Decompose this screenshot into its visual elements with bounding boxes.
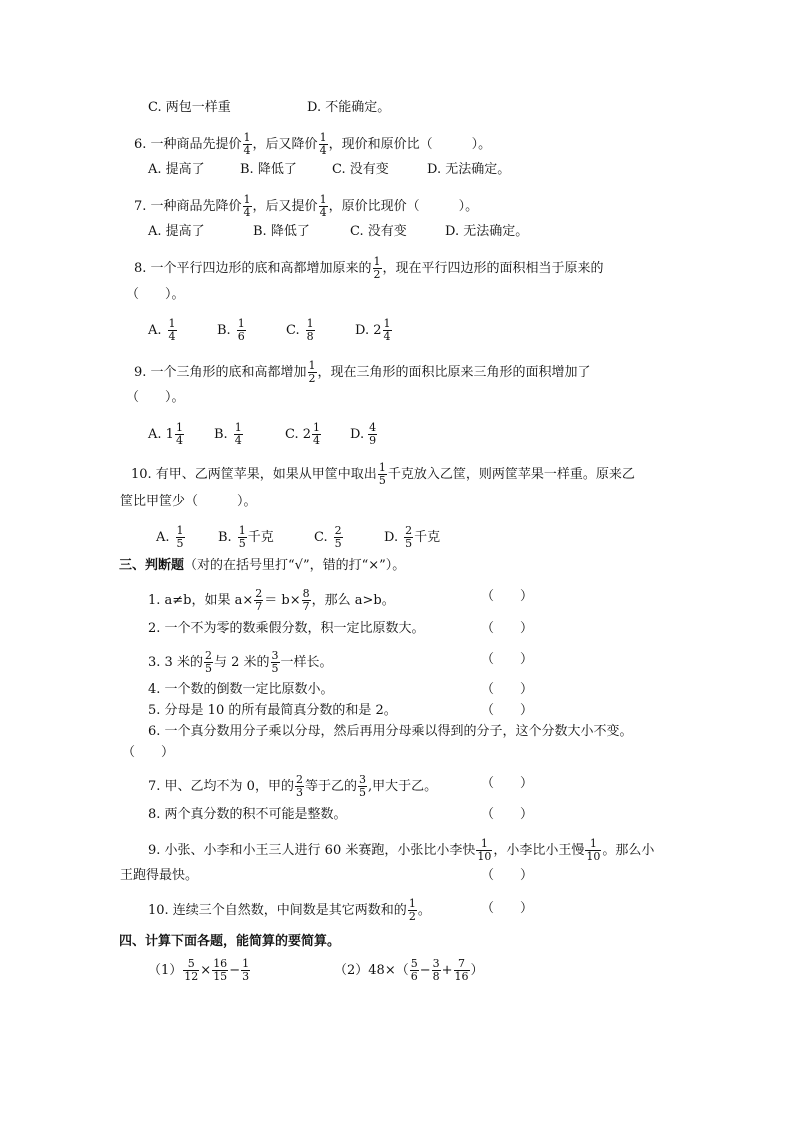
denominator: 7 (302, 600, 310, 613)
text-segment: C. (286, 323, 300, 338)
q9-answer-paren: （ ）。 (126, 390, 185, 405)
fraction (295, 774, 304, 799)
denominator: 7 (255, 600, 263, 613)
denominator: 5 (378, 474, 386, 487)
question-6 (134, 132, 491, 157)
text-segment: D. (350, 427, 365, 442)
numerator: 1 (237, 317, 245, 330)
q8-option-b (217, 318, 247, 343)
numerator: 2 (405, 524, 413, 537)
numerator: 1 (243, 131, 251, 144)
judge-5-answer[interactable]: （ ） (481, 703, 534, 718)
fraction (176, 525, 185, 550)
numerator: 1 (408, 897, 416, 910)
fraction (454, 958, 470, 983)
fraction (237, 318, 246, 343)
numerator: 2 (334, 524, 342, 537)
text-segment: C. (314, 530, 328, 545)
denominator: 8 (432, 970, 440, 983)
denominator: 5 (176, 537, 184, 550)
q8-option-d (355, 318, 393, 343)
judge-10-answer[interactable]: （ ） (481, 901, 534, 916)
fraction (271, 650, 280, 675)
text-segment: 。那么小 (602, 843, 655, 858)
q8-text-1: 8. 一个平行四边形的底和高都增加原来的 (134, 261, 372, 276)
fraction (241, 958, 250, 983)
denominator: 4 (168, 330, 176, 343)
q8-text-2: ，现在平行四边形的面积相当于原来的 (382, 261, 604, 276)
question-8 (134, 256, 604, 281)
numerator: 1 (243, 193, 251, 206)
numerator: 1 (238, 524, 246, 537)
denominator: 2 (408, 910, 416, 923)
fraction (334, 525, 343, 550)
q7-text-2: ，后又提价 (252, 199, 318, 214)
denominator: 2 (373, 268, 381, 281)
calc-2 (334, 958, 484, 983)
q9-option-d (350, 422, 378, 447)
numerator: 1 (242, 957, 250, 970)
fraction (408, 898, 417, 923)
calc-1 (148, 958, 251, 983)
q7-option-c: C. 没有变 (350, 224, 407, 239)
denominator: 4 (383, 330, 391, 343)
numerator: 1 (480, 837, 488, 850)
text-segment: A. (156, 530, 170, 545)
fraction (183, 958, 199, 983)
text-segment: 9. 小张、小李和小王三人进行 60 米赛跑，小张比小李快 (148, 843, 476, 858)
q7-text-3: ，原价比现价（ ）。 (328, 199, 479, 214)
judge-2-answer[interactable]: （ ） (481, 621, 534, 636)
fraction (312, 422, 321, 447)
text-segment: 3. 3 米的 (148, 655, 203, 670)
text-segment: 1. a≠b，如果 a× (148, 593, 254, 608)
judge-8-answer[interactable]: （ ） (481, 807, 534, 822)
text-segment: ，小李比小王慢 (493, 843, 585, 858)
q7-option-b: B. 降低了 (253, 224, 310, 239)
denominator: 4 (234, 434, 242, 447)
numerator: 1 (319, 131, 327, 144)
fraction (585, 838, 601, 863)
q6-option-c: C. 没有变 (332, 162, 389, 177)
denominator: 9 (369, 434, 377, 447)
fraction (243, 194, 252, 219)
q6-option-a: A. 提高了 (148, 162, 205, 177)
denominator: 5 (405, 537, 413, 550)
q6-text-3: ，现价和原价比（ ）。 (328, 137, 492, 152)
judge-7 (148, 774, 437, 799)
fraction (368, 422, 377, 447)
numerator: 1 (308, 359, 316, 372)
fraction (358, 774, 367, 799)
text-segment: （1） (148, 963, 183, 978)
numerator: 3 (271, 649, 279, 662)
judge-4-answer[interactable]: （ ） (481, 682, 534, 697)
fraction (175, 422, 184, 447)
fraction (410, 958, 419, 983)
fraction (432, 958, 441, 983)
q6-option-d: D. 无法确定。 (427, 162, 511, 177)
text-segment: ，那么 a>b。 (311, 593, 395, 608)
judge-9 (148, 838, 654, 863)
judge-8: 8. 两个真分数的积不可能是整数。 (148, 807, 347, 822)
q10-continuation: 筐比甲筐少（ ）。 (120, 494, 257, 509)
denominator: 3 (242, 970, 250, 983)
numerator: 3 (358, 773, 366, 786)
judge-7-answer[interactable]: （ ） (481, 776, 534, 791)
fraction (204, 650, 213, 675)
q6-text-1: 6. 一种商品先提价 (134, 137, 242, 152)
option-c: C. 两包一样重 (148, 100, 231, 115)
q8-option-a (148, 318, 178, 343)
text-segment: 等于乙的 (304, 779, 357, 794)
q9-text-1: 9. 一个三角形的底和高都增加 (134, 365, 307, 380)
judge-9-answer[interactable]: （ ） (481, 868, 534, 883)
judge-5: 5. 分母是 10 的所有最简真分数的和是 2。 (148, 703, 397, 718)
denominator: 2 (308, 372, 316, 385)
denominator: 10 (586, 850, 601, 863)
q6-text-2: ，后又降价 (252, 137, 318, 152)
q10-text-2: 千克放入乙筐，则两筐苹果一样重。原来乙 (387, 467, 635, 482)
numerator: 2 (255, 587, 263, 600)
judge-1 (148, 588, 395, 613)
numerator: 7 (458, 957, 466, 970)
text-segment: − (229, 963, 241, 978)
fraction (319, 194, 328, 219)
section-3-note: （对的在括号里打“√”，错的打“×”）。 (184, 558, 406, 573)
fraction (319, 132, 328, 157)
numerator: 1 (306, 317, 314, 330)
numerator: 1 (175, 421, 183, 434)
denominator: 10 (477, 850, 492, 863)
text-segment: B. (214, 427, 228, 442)
numerator: 4 (369, 421, 377, 434)
text-segment: 千克 (414, 530, 441, 545)
text-segment: A. 1 (148, 427, 174, 442)
q8-option-c (286, 318, 316, 343)
question-9 (134, 360, 591, 385)
q9-option-b (214, 422, 244, 447)
option-d: D. 不能确定。 (307, 100, 391, 115)
denominator: 4 (319, 206, 327, 219)
q7-option-d: D. 无法确定。 (445, 224, 529, 239)
fraction (383, 318, 392, 343)
numerator: 1 (319, 193, 327, 206)
q10-option-a (156, 525, 186, 550)
text-segment: D. 2 (355, 323, 382, 338)
text-segment: × (200, 963, 212, 978)
numerator: 1 (383, 317, 391, 330)
judge-3 (148, 650, 333, 675)
numerator: 2 (204, 649, 212, 662)
fraction (243, 132, 252, 157)
text-segment: 。 (417, 903, 431, 918)
denominator: 12 (184, 970, 199, 983)
fraction (238, 525, 247, 550)
text-segment: C. 2 (285, 427, 312, 442)
judge-10 (148, 898, 431, 923)
numerator: 8 (302, 587, 310, 600)
fraction (168, 318, 177, 343)
numerator: 2 (295, 773, 303, 786)
numerator: 1 (234, 421, 242, 434)
numerator: 16 (213, 957, 228, 970)
denominator: 4 (243, 206, 251, 219)
section-4-title: 四、计算下面各题，能简算的要简算。 (119, 934, 341, 949)
numerator: 1 (589, 837, 597, 850)
numerator: 3 (432, 957, 440, 970)
numerator: 1 (378, 461, 386, 474)
fraction (404, 525, 413, 550)
fraction (302, 588, 311, 613)
numerator: 1 (176, 524, 184, 537)
judge-9-continuation: 王跑得最快。 (120, 868, 199, 883)
q10-option-b (218, 525, 274, 550)
section-3-title: 三、判断题 (119, 558, 185, 573)
numerator: 1 (168, 317, 176, 330)
numerator: 5 (187, 957, 195, 970)
numerator: 1 (313, 421, 321, 434)
q9-text-2: ，现在三角形的面积比原来三角形的面积增加了 (317, 365, 591, 380)
fraction (212, 958, 228, 983)
text-segment: 10. 连续三个自然数，中间数是其它两数和的 (148, 903, 407, 918)
section-3-heading (119, 558, 405, 574)
text-segment: + (441, 963, 453, 978)
denominator: 5 (271, 662, 279, 675)
judge-1-answer[interactable]: （ ） (481, 589, 534, 604)
text-segment: − (419, 963, 431, 978)
q10-option-c (314, 525, 344, 550)
denominator: 4 (175, 434, 183, 447)
text-segment: 一样长。 (280, 655, 333, 670)
text-segment: A. (148, 323, 162, 338)
fraction (254, 588, 263, 613)
text-segment: B. (217, 323, 231, 338)
numerator: 1 (373, 255, 381, 268)
q10-option-d (384, 525, 440, 550)
q10-text-1: 10. 有甲、乙两筐苹果，如果从甲筐中取出 (131, 467, 377, 482)
text-segment: （2）48×（ (334, 963, 409, 978)
denominator: 6 (410, 970, 418, 983)
q9-option-a (148, 422, 185, 447)
denominator: 16 (454, 970, 469, 983)
fraction (378, 462, 387, 487)
text-segment: ＝ b× (264, 593, 301, 608)
denominator: 8 (306, 330, 314, 343)
judge-2: 2. 一个不为零的数乘假分数，积一定比原数大。 (148, 621, 425, 636)
fraction (306, 318, 315, 343)
denominator: 3 (295, 786, 303, 799)
fraction (234, 422, 243, 447)
fraction (308, 360, 317, 385)
denominator: 4 (313, 434, 321, 447)
text-segment: B. (218, 530, 232, 545)
fraction (373, 256, 382, 281)
denominator: 6 (237, 330, 245, 343)
text-segment: 千克 (247, 530, 274, 545)
text-segment: D. (384, 530, 399, 545)
fraction (476, 838, 492, 863)
q6-option-b: B. 降低了 (240, 162, 297, 177)
denominator: 15 (213, 970, 228, 983)
question-7 (134, 194, 478, 219)
q7-option-a: A. 提高了 (148, 224, 205, 239)
q9-option-c (285, 422, 322, 447)
numerator: 5 (410, 957, 418, 970)
text-segment: 与 2 米的 (213, 655, 270, 670)
question-10 (131, 462, 635, 487)
q7-text-1: 7. 一种商品先降价 (134, 199, 242, 214)
judge-6-answer[interactable]: （ ） (122, 745, 175, 760)
q8-answer-paren: （ ）。 (126, 287, 185, 302)
text-segment: 7. 甲、乙均不为 0，甲的 (148, 779, 294, 794)
denominator: 5 (238, 537, 246, 550)
text-segment: ,甲大于乙。 (367, 779, 438, 794)
text-segment: ） (470, 963, 484, 978)
denominator: 5 (334, 537, 342, 550)
denominator: 5 (358, 786, 366, 799)
judge-3-answer[interactable]: （ ） (481, 652, 534, 667)
denominator: 4 (319, 144, 327, 157)
judge-6: 6. 一个真分数用分子乘以分母，然后再用分母乘以得到的分子，这个分数大小不变。 (148, 724, 633, 739)
denominator: 5 (204, 662, 212, 675)
denominator: 4 (243, 144, 251, 157)
judge-4: 4. 一个数的倒数一定比原数小。 (148, 682, 334, 697)
